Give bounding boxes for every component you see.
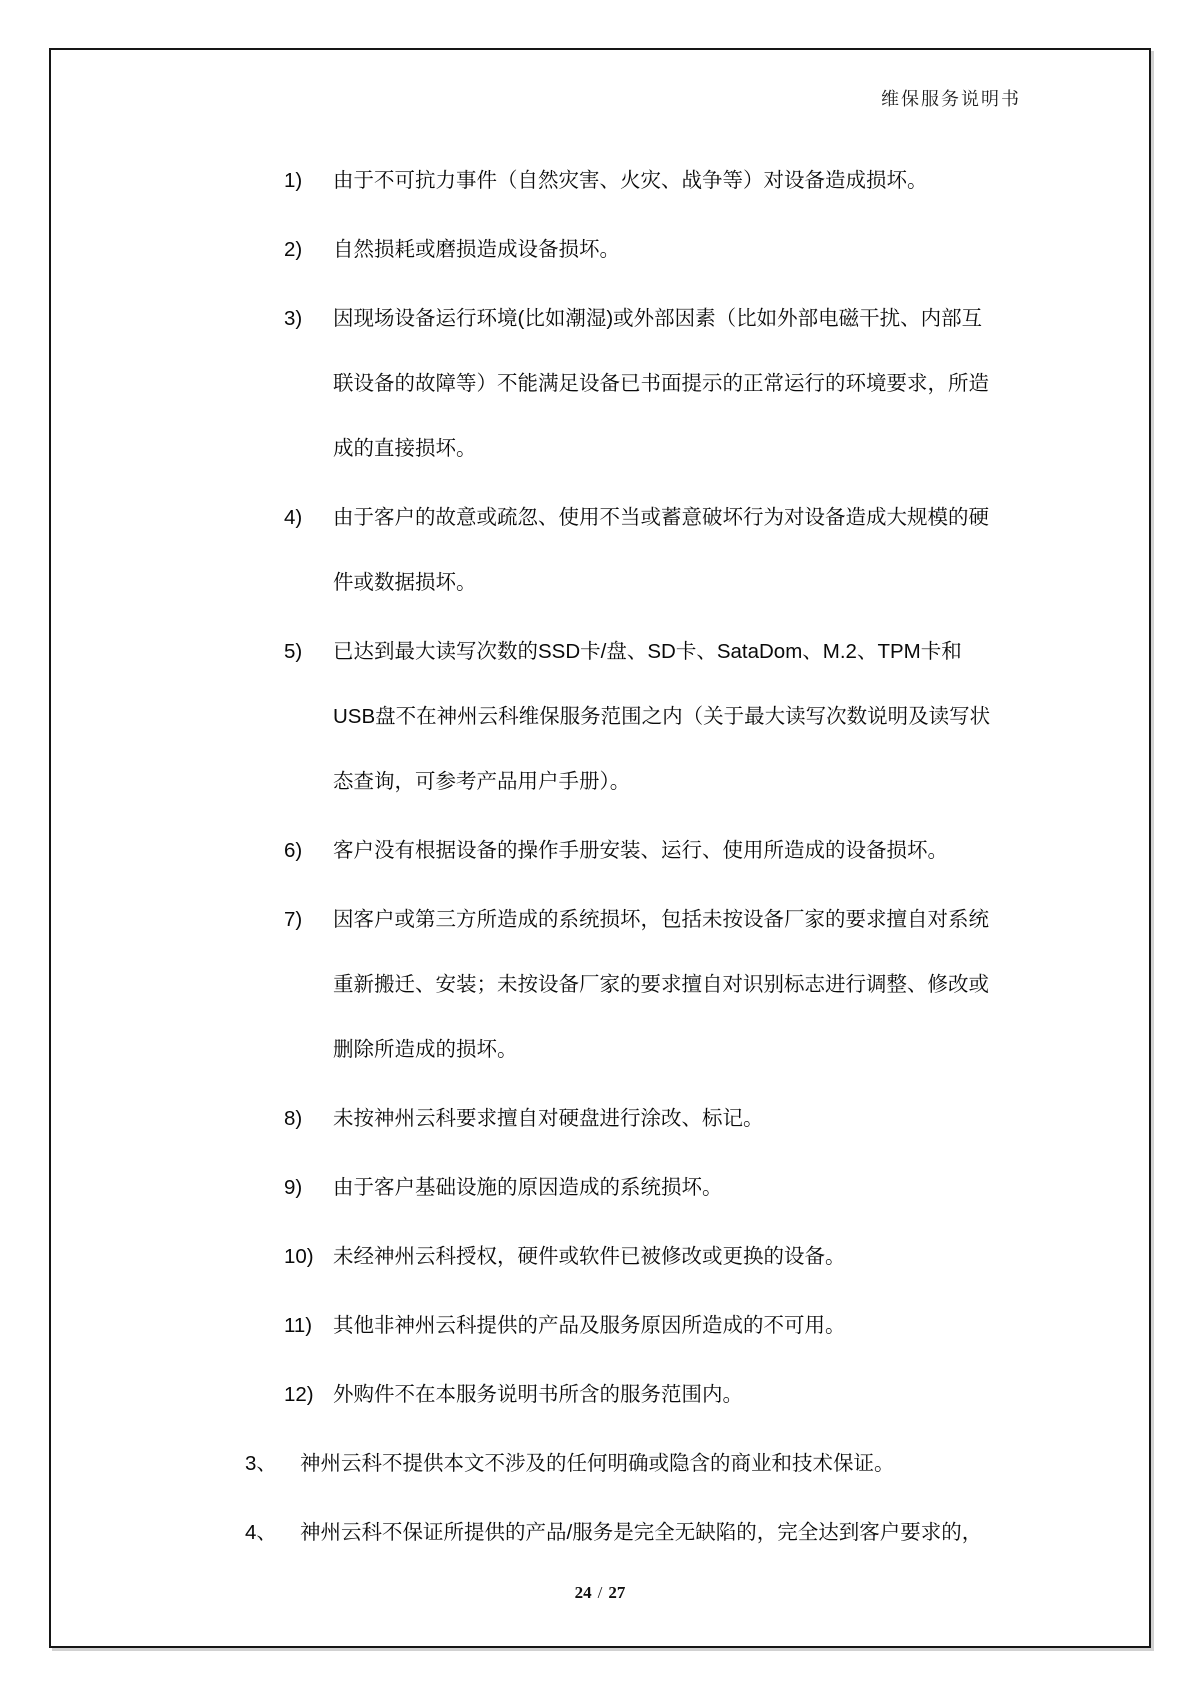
- list-item: [0, 485, 1200, 615]
- item-line: 态查询，可参考产品用户手册）。: [333, 770, 631, 793]
- item-number: 4): [284, 506, 303, 529]
- list-item: [0, 818, 1200, 883]
- item-number: 5): [284, 640, 303, 663]
- list-item: [0, 1086, 1200, 1151]
- list-item: [0, 1155, 1200, 1220]
- item-text: [300, 1500, 1000, 1565]
- item-number: 8): [284, 1107, 303, 1130]
- page-number-separator: /: [597, 1583, 603, 1602]
- item-line: 因现场设备运行环境(比如潮湿)或外部因素（比如外部电磁干扰、内部互: [333, 307, 983, 330]
- page-header: 维保服务说明书: [881, 89, 1021, 109]
- item-number: 12): [284, 1383, 314, 1406]
- item-text: [333, 1224, 975, 1289]
- item-text: [333, 1293, 975, 1358]
- page-number-current: 24: [574, 1583, 592, 1602]
- item-number: 10): [284, 1245, 314, 1268]
- item-line: 客户没有根据设备的操作手册安装、运行、使用所造成的设备损坏。: [333, 839, 948, 862]
- item-number: 2): [284, 238, 303, 261]
- item-line: 联设备的故障等）不能满足设备已书面提示的正常运行的环境要求，所造: [333, 372, 989, 395]
- item-text: [333, 1362, 975, 1427]
- list-item: [0, 217, 1200, 282]
- item-number: 1): [284, 169, 303, 192]
- list-item: [0, 148, 1200, 213]
- item-text: [333, 485, 989, 615]
- item-line: 神州云科不保证所提供的产品/服务是完全无缺陷的，完全达到客户要求的，: [300, 1521, 983, 1544]
- list-item: [0, 1431, 1200, 1496]
- item-number: 9): [284, 1176, 303, 1199]
- item-text: [333, 286, 989, 481]
- exclusion-list: [0, 148, 1200, 1569]
- list-item: [0, 286, 1200, 481]
- list-item: [0, 887, 1200, 1082]
- item-text: [333, 217, 975, 282]
- list-item: [0, 1500, 1200, 1565]
- list-item: [0, 619, 1200, 814]
- item-line: 未经神州云科授权，硬件或软件已被修改或更换的设备。: [333, 1245, 846, 1268]
- list-item: [0, 1224, 1200, 1289]
- page-footer: [0, 1583, 1200, 1603]
- item-line: 删除所造成的损坏。: [333, 1038, 518, 1061]
- item-line: 未按神州云科要求擅自对硬盘进行涂改、标记。: [333, 1107, 764, 1130]
- item-line: 由于客户的故意或疏忽、使用不当或蓄意破坏行为对设备造成大规模的硬: [333, 506, 989, 529]
- item-line: 已达到最大读写次数的SSD卡/盘、SD卡、SataDom、M.2、TPM卡和: [333, 640, 962, 663]
- list-item: [0, 1362, 1200, 1427]
- item-line: 由于客户基础设施的原因造成的系统损坏。: [333, 1176, 723, 1199]
- item-number: 4、: [245, 1521, 277, 1544]
- item-line: 因客户或第三方所造成的系统损坏，包括未按设备厂家的要求擅自对系统: [333, 908, 989, 931]
- item-text: [333, 148, 975, 213]
- item-text: [333, 818, 975, 883]
- item-text: [333, 1155, 975, 1220]
- list-item: [0, 1293, 1200, 1358]
- page-number-total: 27: [608, 1583, 626, 1602]
- item-line: 由于不可抗力事件（自然灾害、火灾、战争等）对设备造成损坏。: [333, 169, 928, 192]
- item-line: 重新搬迁、安装；未按设备厂家的要求擅自对识别标志进行调整、修改或: [333, 973, 989, 996]
- item-line: 神州云科不提供本文不涉及的任何明确或隐含的商业和技术保证。: [300, 1452, 895, 1475]
- item-line: 外购件不在本服务说明书所含的服务范围内。: [333, 1383, 743, 1406]
- item-text: [333, 1086, 975, 1151]
- item-line: 件或数据损坏。: [333, 571, 477, 594]
- item-text: [333, 619, 991, 814]
- item-number: 7): [284, 908, 303, 931]
- item-text: [333, 887, 989, 1082]
- item-line: 成的直接损坏。: [333, 437, 477, 460]
- item-number: 11): [284, 1314, 313, 1337]
- item-text: [300, 1431, 1000, 1496]
- item-number: 3、: [245, 1452, 277, 1475]
- item-number: 3): [284, 307, 303, 330]
- item-line: USB盘不在神州云科维保服务范围之内（关于最大读写次数说明及读写状: [333, 705, 991, 728]
- item-line: 其他非神州云科提供的产品及服务原因所造成的不可用。: [333, 1314, 846, 1337]
- item-number: 6): [284, 839, 303, 862]
- item-line: 自然损耗或磨损造成设备损坏。: [333, 238, 620, 261]
